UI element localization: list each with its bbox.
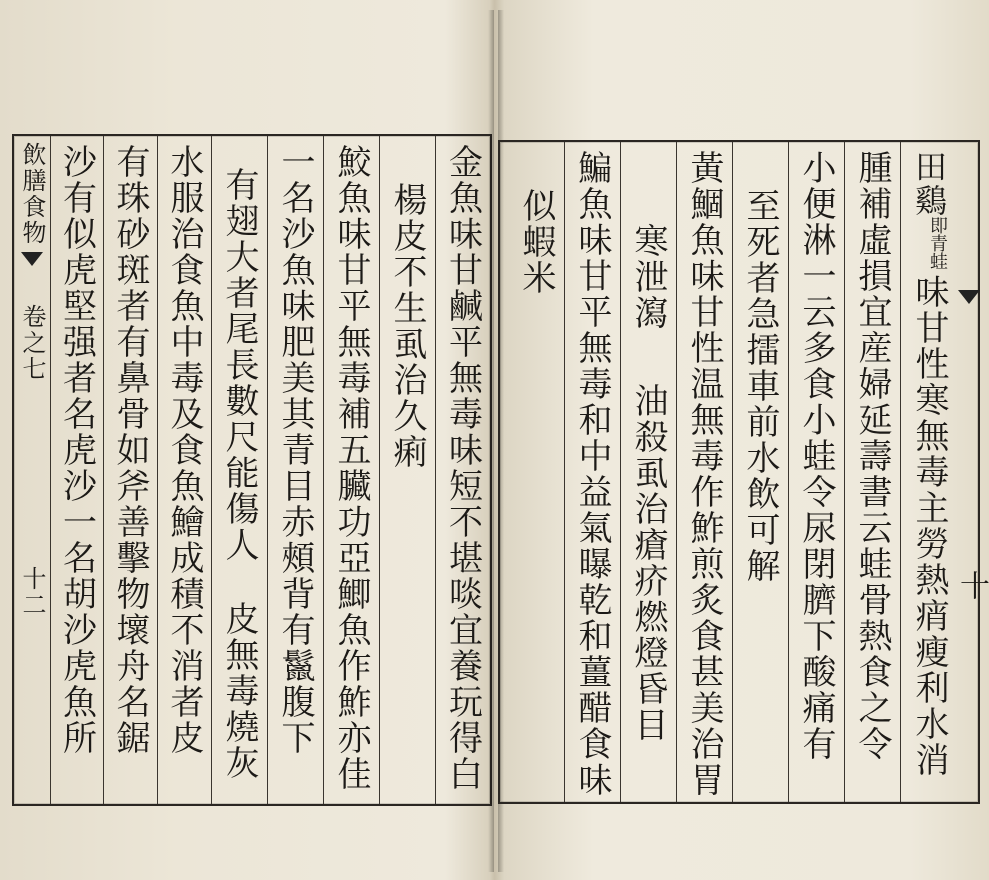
text-column-7 xyxy=(157,136,211,804)
text-column-2-text: 腫補虛損宜産婦延壽書云蛙骨熱食之令 xyxy=(852,150,892,762)
text-column-2 xyxy=(435,136,490,804)
text-column-1-main xyxy=(900,142,958,802)
text-column-6-subtext: 油殺虱治瘡疥燃燈昏目 xyxy=(628,383,668,743)
left-gutter xyxy=(14,136,50,804)
entry-heading: 田鷄 xyxy=(910,150,948,218)
text-column-3-text: 楊皮不生虱治久痢 xyxy=(387,182,427,470)
text-column-6-text: 寒泄瀉 xyxy=(628,223,668,331)
fish-tail-mark xyxy=(958,290,980,304)
text-column-4-text: 至死者急擂車前水飲可解 xyxy=(740,188,780,584)
text-column-6 xyxy=(211,136,267,804)
column-rule xyxy=(620,142,621,802)
text-column-8-text: 有珠砂斑者有鼻骨如斧善擊物壞舟名鋸 xyxy=(110,144,150,756)
column-rule xyxy=(676,142,677,802)
column-rule xyxy=(844,142,845,802)
text-column-2 xyxy=(844,142,900,802)
text-column-3 xyxy=(379,136,435,804)
text-column-5 xyxy=(267,136,323,804)
entry-note: 即青蛙 xyxy=(927,216,948,270)
text-column-9-text: 沙有似虎堅强者名虎沙一名胡沙虎魚所 xyxy=(56,144,97,756)
text-column-3 xyxy=(788,142,844,802)
left-page xyxy=(10,10,494,872)
column-rule xyxy=(788,142,789,802)
text-column-8-text: 似蝦米 xyxy=(516,188,556,296)
text-column-6-text: 有翅大者尾長數尺能傷人 xyxy=(219,167,259,563)
text-column-4-text: 鮫魚味甘平無毒補五臟功亞鯽魚作鮓亦佳 xyxy=(331,144,371,792)
text-column-4 xyxy=(732,142,788,802)
column-rule xyxy=(900,142,901,802)
volume-label: 卷之七 xyxy=(18,304,46,382)
text-column-4 xyxy=(323,136,379,804)
text-column-7 xyxy=(564,142,620,802)
left-page-frame xyxy=(12,134,492,806)
text-column-9 xyxy=(50,136,103,804)
text-column-6-subtext: 皮無毒燒灰 xyxy=(219,601,259,781)
text-column-5-text: 黃鯝魚味甘性温無毒作鮓煎炙食甚美治胃 xyxy=(684,150,724,798)
right-page-frame xyxy=(498,140,980,804)
text-column-2-text: 金魚味甘鹹平無毒味短不堪啖宜養玩得白 xyxy=(442,144,483,792)
text-column-8 xyxy=(103,136,157,804)
text-column-1-text: 味甘性寒無毒主勞熱痟瘦利水消 xyxy=(909,274,949,778)
book-title: 飲膳食物 xyxy=(18,142,46,246)
text-column-5 xyxy=(676,142,732,802)
text-column-7-text: 水服治食魚中毒及食魚鱠成積不消者皮 xyxy=(164,144,204,756)
leaf-number: 十 xyxy=(954,570,989,600)
right-page xyxy=(498,10,989,872)
text-column-3-text: 小便淋一云多食小蛙令尿閉臍下酸痛有 xyxy=(796,150,836,762)
text-column-8 xyxy=(508,142,564,802)
column-rule xyxy=(564,142,565,802)
leaf-number: 十二 xyxy=(18,566,46,618)
spine-shadow xyxy=(488,10,494,872)
text-column-5-text: 一名沙魚味肥美其青目赤頰背有鬣腹下 xyxy=(275,144,315,756)
fish-tail-mark xyxy=(21,252,43,266)
text-column-6 xyxy=(620,142,676,802)
text-column-7-text: 鯿魚味甘平無毒和中益氣曝乾和薑醋食味 xyxy=(572,150,612,798)
column-rule xyxy=(732,142,733,802)
